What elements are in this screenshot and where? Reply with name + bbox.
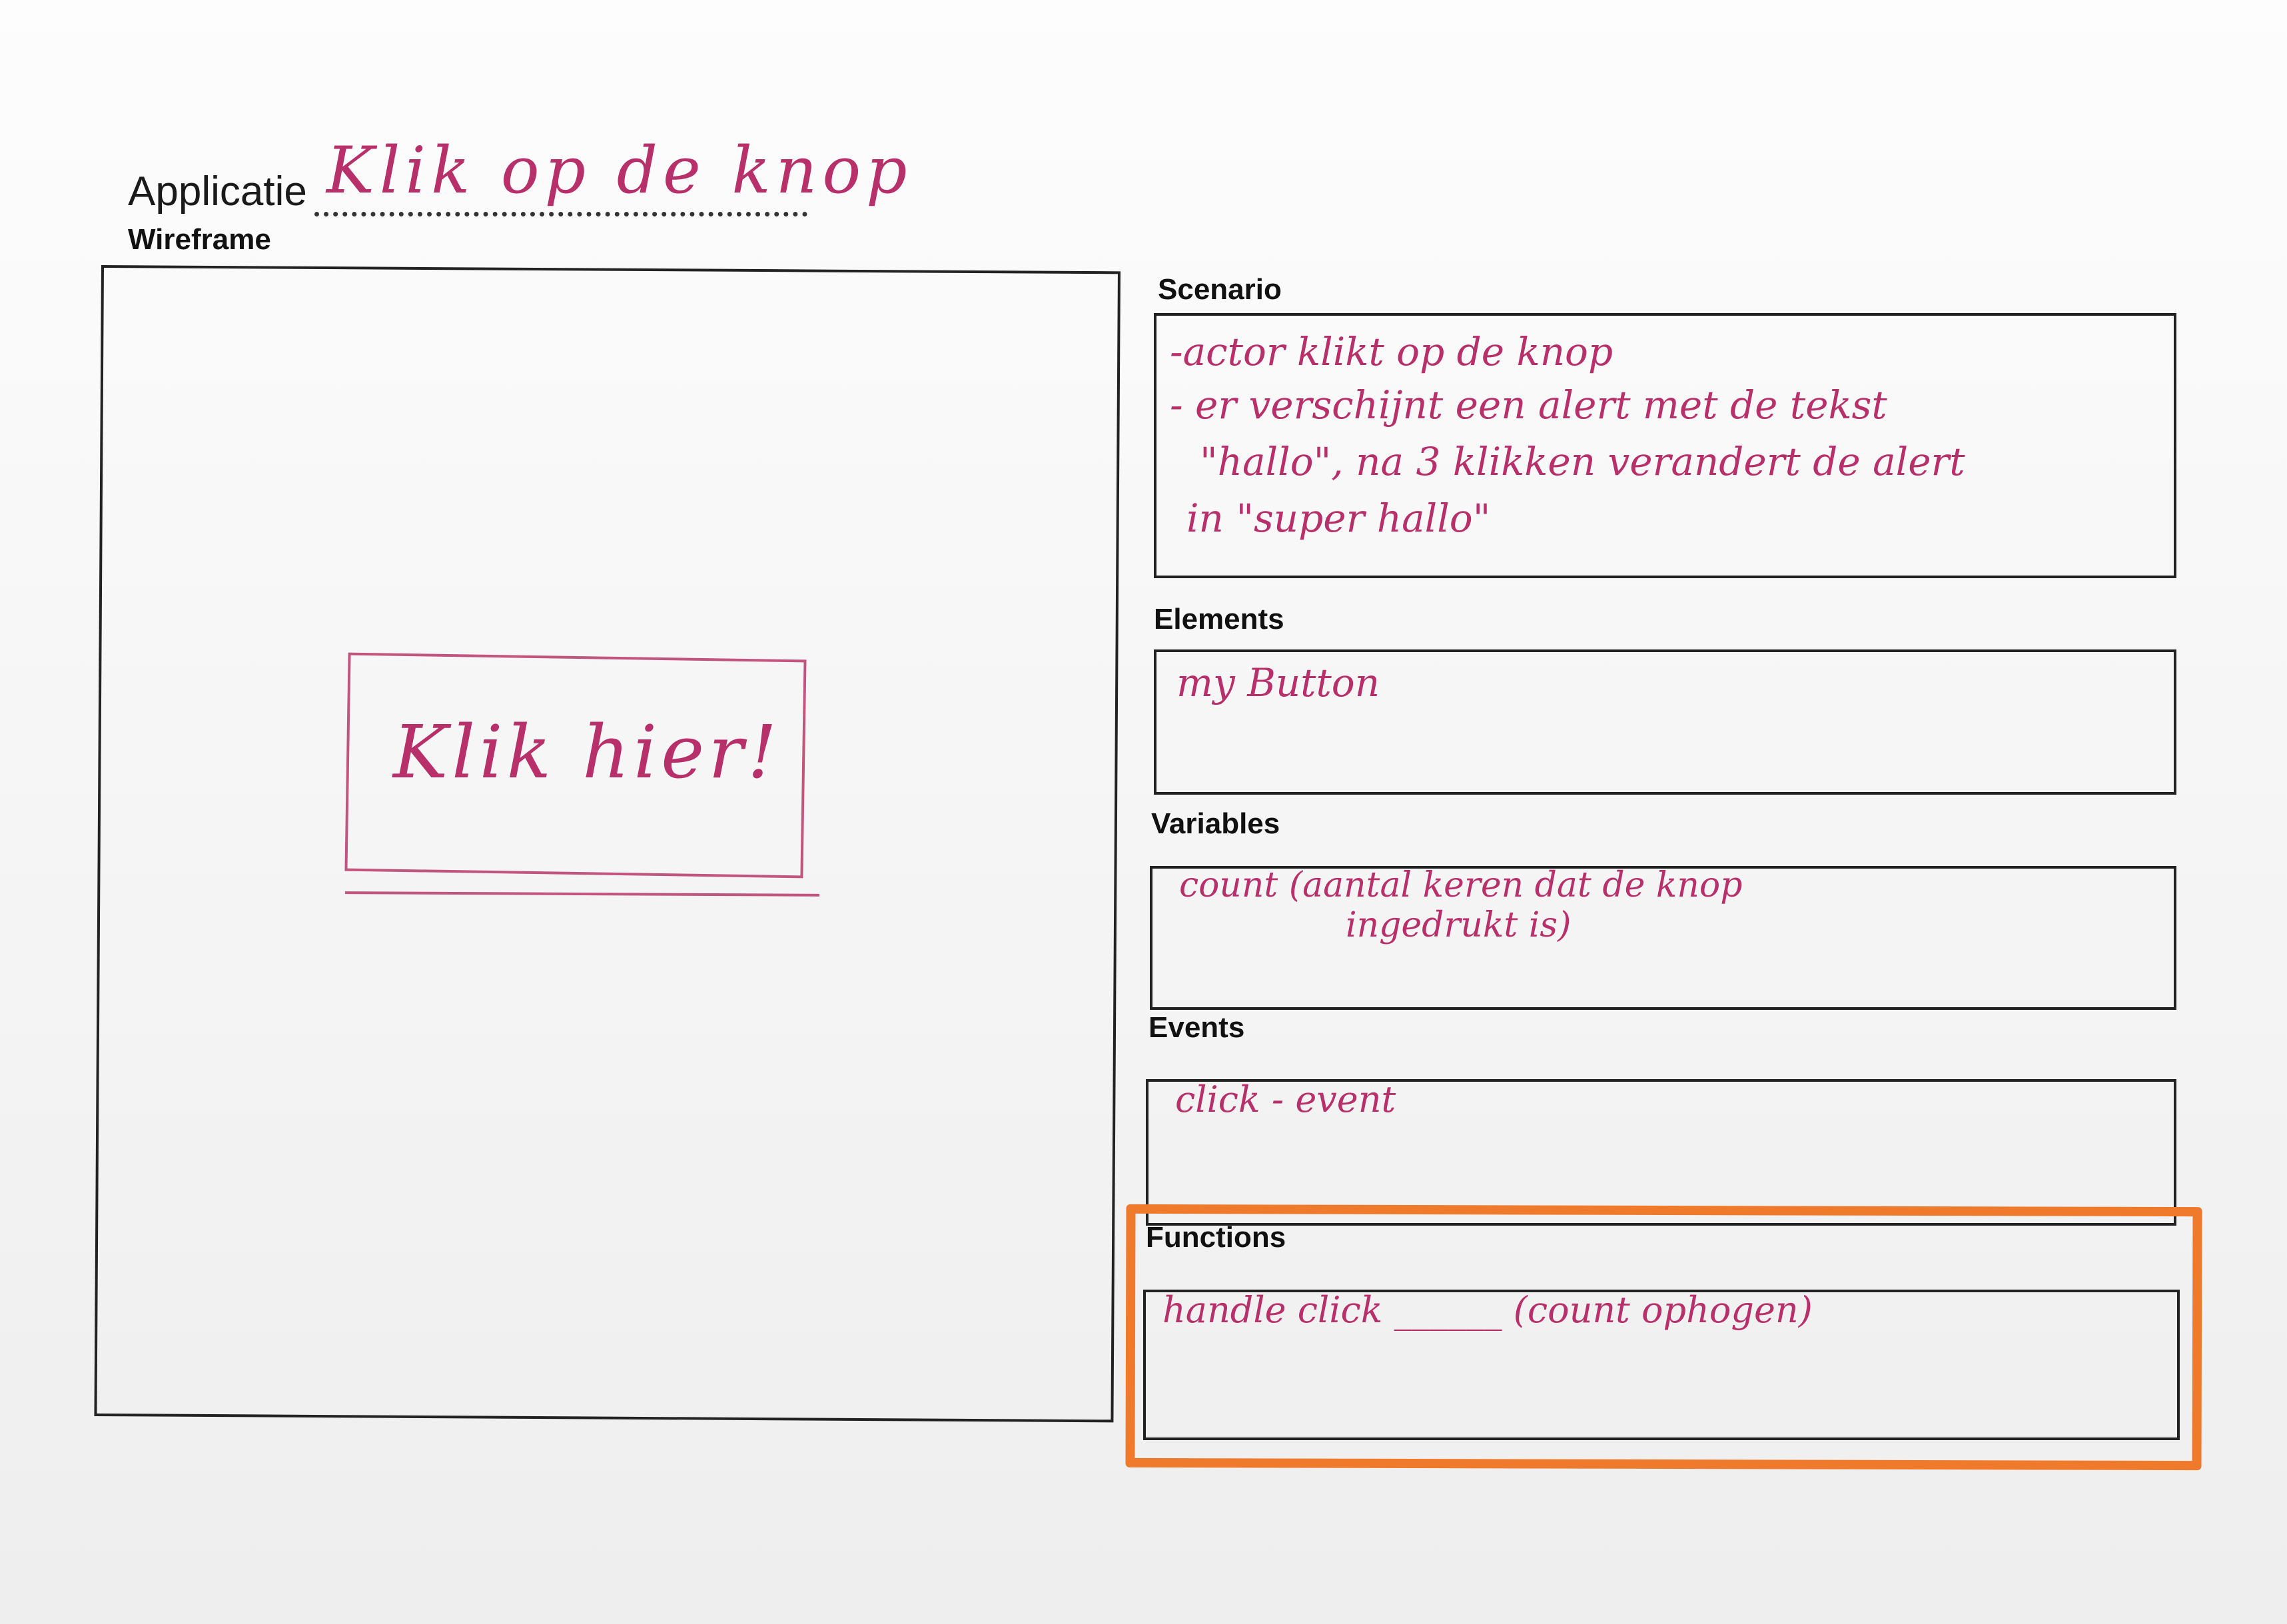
orange-highlight-frame <box>1125 1204 2202 1470</box>
sketched-button-label: Klik hier! <box>393 709 781 795</box>
application-label: Applicatie <box>128 169 307 214</box>
variables-line-1: count (aantal keren dat de knop <box>1179 865 1743 905</box>
scenario-box <box>1154 313 2176 578</box>
elements-line-1: my Button <box>1176 660 1380 705</box>
events-box <box>1146 1079 2176 1226</box>
scenario-title: Scenario <box>1158 273 1282 306</box>
scenario-line-3: "hallo", na 3 klikken verandert de alert <box>1200 439 1965 484</box>
scenario-line-1: -actor klikt op de knop <box>1170 329 1613 374</box>
functions-line-1: handle click ______ (count ophogen) <box>1162 1289 1813 1331</box>
scenario-line-4: in "super hallo" <box>1186 496 1491 541</box>
application-dotted-line <box>314 212 807 216</box>
variables-box <box>1150 866 2176 1010</box>
events-line-1: click - event <box>1175 1078 1396 1120</box>
elements-title: Elements <box>1154 603 1284 635</box>
wireframe-title: Wireframe <box>128 223 271 256</box>
scenario-line-2: - er verschijnt een alert met de tekst <box>1170 382 1887 428</box>
elements-box <box>1154 649 2176 795</box>
events-title: Events <box>1148 1011 1245 1044</box>
variables-line-2: ingedrukt is) <box>1346 905 1572 945</box>
variables-title: Variables <box>1151 807 1280 840</box>
functions-title: Functions <box>1146 1221 1286 1254</box>
application-name-handwritten: Klik op de knop <box>326 133 913 208</box>
